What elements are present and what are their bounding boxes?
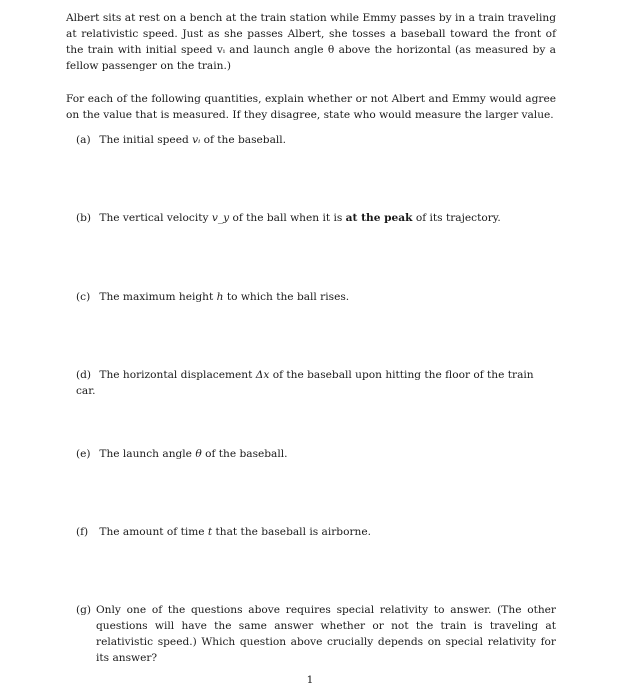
question-f-text-before: The amount of time <box>99 526 208 538</box>
question-c-text-before: The maximum height <box>99 291 217 303</box>
question-b-text-before: The vertical velocity <box>99 212 212 224</box>
question-d <box>76 367 556 399</box>
intro-paragraph-2 <box>66 91 556 123</box>
intro-paragraph-2-text: For each of the following quantities, explain whether or not Albert and Emmy would agree on the value that is measured. If they disagree, state who would measure the larger value. <box>66 93 556 121</box>
question-b-text-after: of its trajectory. <box>412 212 501 224</box>
page-number: 1 <box>306 674 314 686</box>
question-c-label: (c) <box>76 291 91 303</box>
question-d-text-after: of the baseball upon hitting the floor of the train car. <box>76 369 534 397</box>
question-f-math: t <box>207 526 213 538</box>
question-a-text-after: of the baseball. <box>200 134 287 146</box>
question-b-bold: at the peak <box>345 212 413 224</box>
question-a-label: (a) <box>76 134 91 146</box>
question-d-text-before: The horizontal displacement <box>99 369 256 381</box>
question-b-label: (b) <box>76 212 92 224</box>
question-a-text-before: The initial speed <box>99 134 193 146</box>
question-c <box>76 289 556 305</box>
question-c-text-after: to which the ball rises. <box>223 291 350 303</box>
question-e <box>76 446 556 462</box>
question-e-text-after: of the baseball. <box>201 448 288 460</box>
question-b-math: v_y <box>211 212 230 224</box>
question-f-text-after: that the baseball is airborne. <box>212 526 371 538</box>
question-d-label: (d) <box>76 369 92 381</box>
question-e-text-before: The launch angle <box>99 448 196 460</box>
question-d-math: Δx <box>255 369 270 381</box>
question-b-text-mid: of the ball when it is <box>229 212 346 224</box>
question-a-math: vᵢ <box>192 134 201 146</box>
question-c-math: h <box>216 291 224 303</box>
question-f <box>76 524 556 540</box>
intro-paragraph-1 <box>66 10 556 74</box>
question-e-math: θ <box>195 448 202 460</box>
question-b <box>76 210 556 226</box>
question-a <box>76 132 556 148</box>
question-g-text: Only one of the questions above requires special relativity to answer. (The other questions will have the same answer whether or not the train is traveling at relativistic speed.) Which question above crucially depends on special relativity for its answer? <box>96 604 556 664</box>
question-e-label: (e) <box>76 448 91 460</box>
question-f-label: (f) <box>76 526 89 538</box>
question-g-label: (g) <box>76 604 92 616</box>
question-g <box>76 602 556 666</box>
intro-paragraph-1-text: Albert sits at rest on a bench at the train station while Emmy passes by in a train traveling at relativistic speed. Just as she passes Albert, she tosses a baseball toward the front of the train with initial speed vᵢ and launch angle θ above the horizontal (as measured by a fellow passenger on the train.) <box>66 12 556 72</box>
